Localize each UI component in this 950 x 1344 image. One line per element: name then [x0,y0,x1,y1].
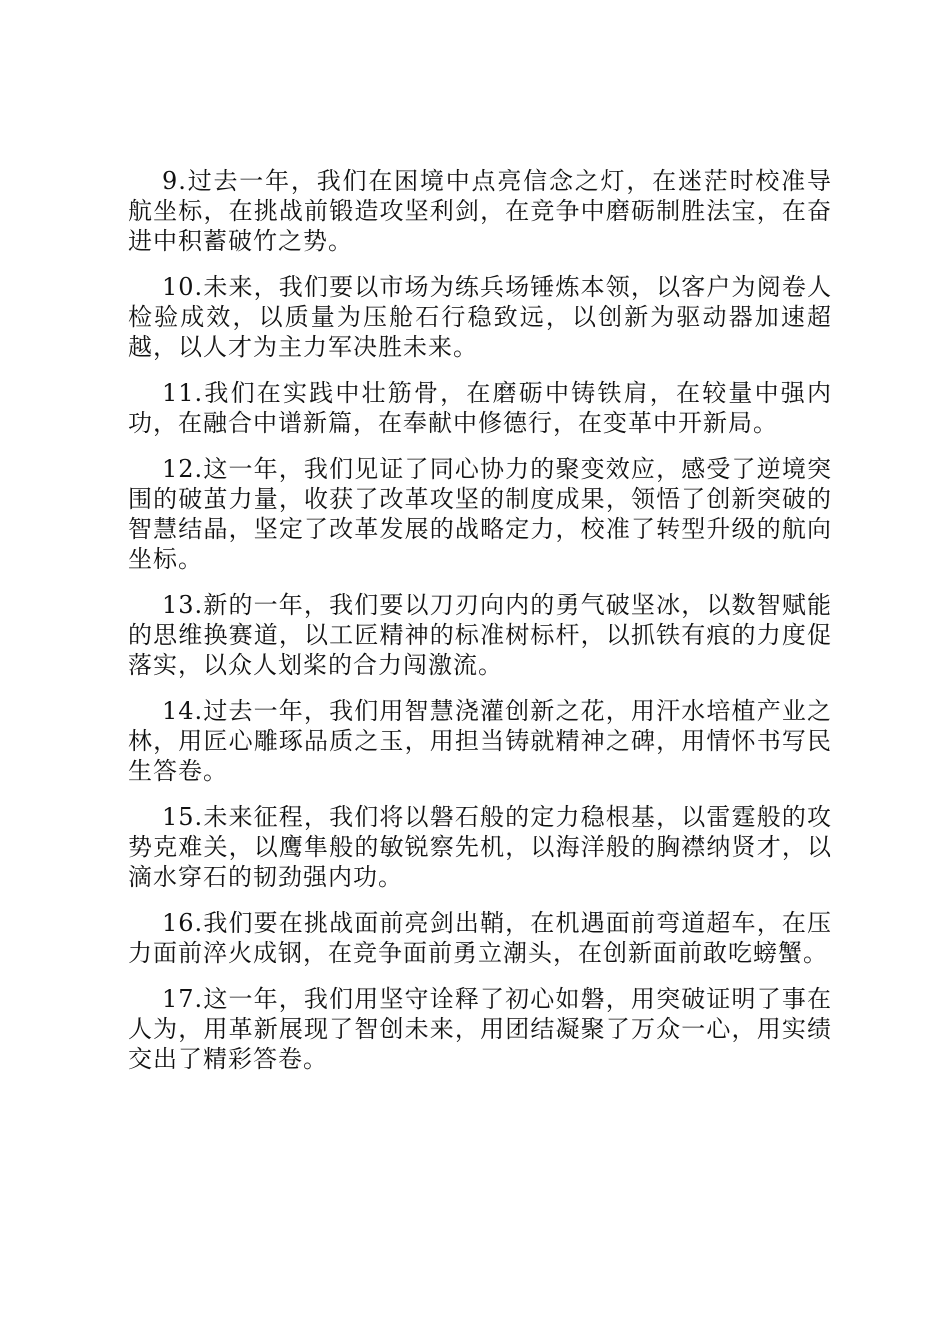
paragraph-16: 16.我们要在挑战面前亮剑出鞘，在机遇面前弯道超车，在压力面前淬火成钢，在竞争面前勇立潮头，在创新面前敢吃螃蟹。 [128,909,832,967]
paragraph-10: 10.未来，我们要以市场为练兵场锤炼本领，以客户为阅卷人检验成效，以质量为压舱石行稳致远，以创新为驱动器加速超越，以人才为主力军决胜未来。 [128,273,832,361]
paragraph-9: 9.过去一年，我们在困境中点亮信念之灯，在迷茫时校准导航坐标，在挑战前锻造攻坚利剑，在竞争中磨砺制胜法宝，在奋进中积蓄破竹之势。 [128,167,832,255]
paragraph-12: 12.这一年，我们见证了同心协力的聚变效应，感受了逆境突围的破茧力量，收获了改革攻坚的制度成果，领悟了创新突破的智慧结晶，坚定了改革发展的战略定力，校准了转型升级的航向坐标。 [128,455,832,573]
paragraph-14: 14.过去一年，我们用智慧浇灌创新之花，用汗水培植产业之林，用匠心雕琢品质之玉，用担当铸就精神之碑，用情怀书写民生答卷。 [128,697,832,785]
document-body [128,166,832,1090]
paragraph-15: 15.未来征程，我们将以磐石般的定力稳根基，以雷霆般的攻势克难关，以鹰隼般的敏锐察先机，以海洋般的胸襟纳贤才，以滴水穿石的韧劲强内功。 [128,803,832,891]
paragraph-13: 13.新的一年，我们要以刀刃向内的勇气破坚冰，以数智赋能的思维换赛道，以工匠精神的标准树标杆，以抓铁有痕的力度促落实，以众人划桨的合力闯激流。 [128,591,832,679]
paragraph-11: 11.我们在实践中壮筋骨，在磨砺中铸铁肩，在较量中强内功，在融合中谱新篇，在奉献中修德行，在变革中开新局。 [128,379,832,437]
paragraph-17: 17.这一年，我们用坚守诠释了初心如磐，用突破证明了事在人为，用革新展现了智创未来，用团结凝聚了万众一心，用实绩交出了精彩答卷。 [128,985,832,1073]
